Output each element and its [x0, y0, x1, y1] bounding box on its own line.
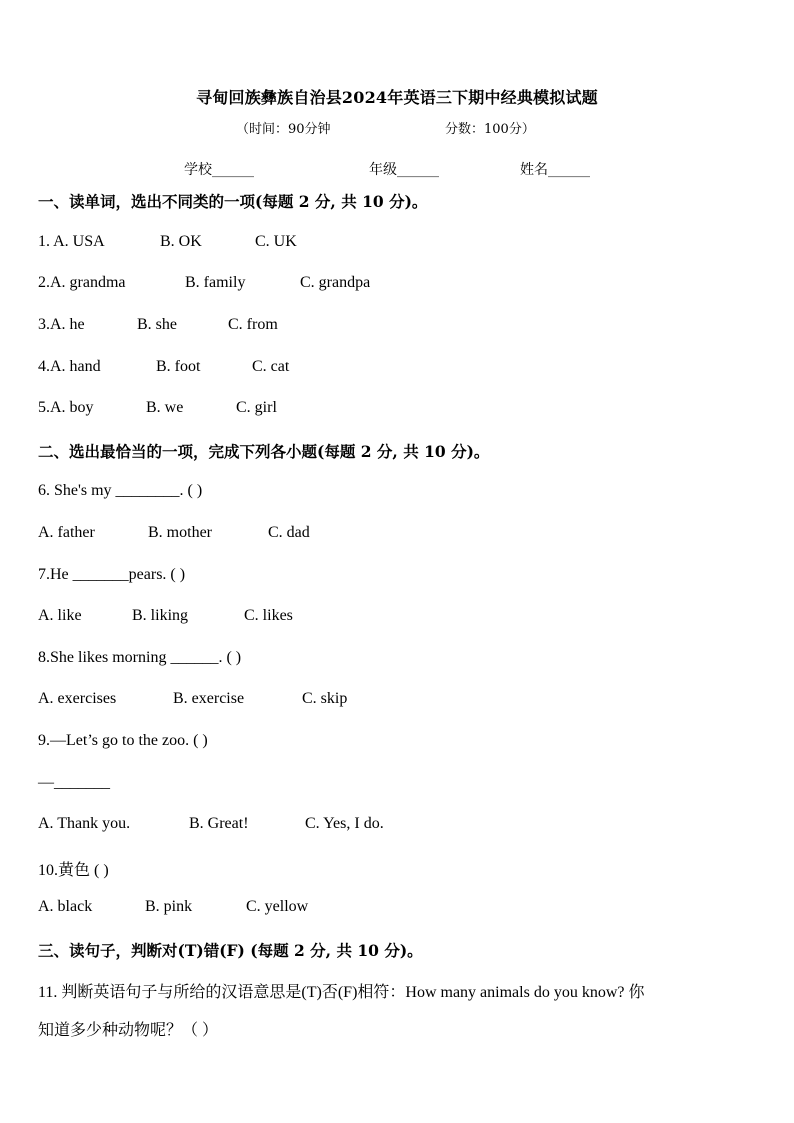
q10-option-c[interactable]: C. yellow	[246, 898, 309, 915]
q6-option-a[interactable]: A. father	[38, 524, 95, 541]
q4-option-c[interactable]: C. cat	[252, 358, 290, 375]
question-7-stem: 7.He _______pears. ( )	[38, 566, 186, 583]
q7-option-b[interactable]: B. liking	[132, 607, 189, 624]
question-9-stem: 9.—Let’s go to the zoo. ( )	[38, 732, 208, 749]
q1-option-c[interactable]: C. UK	[255, 233, 297, 250]
q3-option-c[interactable]: C. from	[228, 316, 278, 333]
page-title: 寻甸回族彝族自治县2024年英语三下期中经典模拟试题	[196, 88, 598, 107]
q6-option-c[interactable]: C. dad	[268, 524, 310, 541]
q5-option-c[interactable]: C. girl	[236, 399, 277, 416]
q9-option-a[interactable]: A. Thank you.	[38, 815, 131, 832]
question-10-options	[38, 898, 308, 916]
question-6-options	[38, 524, 310, 542]
q8-option-c[interactable]: C. skip	[302, 690, 348, 707]
question-11-line-2: 知道多少种动物呢？（ ）	[38, 1022, 219, 1039]
question-4	[38, 358, 289, 376]
q2-option-b[interactable]: B. family	[185, 274, 246, 291]
q6-option-b[interactable]: B. mother	[148, 524, 212, 541]
q2-option-a[interactable]: 2.A. grandma	[38, 274, 126, 291]
question-6-stem: 6. She's my ________. ( )	[38, 482, 203, 499]
q7-option-a[interactable]: A. like	[38, 607, 82, 624]
q2-option-c[interactable]: C. grandpa	[300, 274, 371, 291]
q8-option-b[interactable]: B. exercise	[173, 690, 245, 707]
q9-option-b[interactable]: B. Great!	[189, 815, 249, 832]
school-field[interactable]: 学校______	[184, 162, 254, 178]
q4-option-b[interactable]: B. foot	[156, 358, 201, 375]
question-8-options	[38, 690, 347, 708]
question-10-stem: 10.黄色 ( )	[38, 862, 109, 879]
q10-option-b[interactable]: B. pink	[145, 898, 193, 915]
q5-option-b[interactable]: B. we	[146, 399, 184, 416]
section-1-heading: 一、读单词，选出不同类的一项(每题 2 分, 共 10 分)。	[38, 192, 428, 211]
question-1	[38, 233, 297, 251]
question-7-options	[38, 607, 293, 625]
question-11-line-1: 11. 判断英语句子与所给的汉语意思是(T)否(F)相符：How many animals do you know? 你	[38, 984, 645, 1001]
q1-option-a[interactable]: 1. A. USA	[38, 233, 105, 250]
question-2	[38, 274, 370, 292]
q8-option-a[interactable]: A. exercises	[38, 690, 117, 707]
question-8-stem: 8.She likes morning ______. ( )	[38, 649, 242, 666]
q9-option-c[interactable]: C. Yes, I do.	[305, 815, 384, 832]
question-11	[38, 974, 758, 1050]
question-5	[38, 399, 277, 417]
grade-field[interactable]: 年级______	[369, 162, 439, 178]
q4-option-a[interactable]: 4.A. hand	[38, 358, 101, 375]
exam-score: 分数：100分）	[445, 122, 535, 137]
q7-option-c[interactable]: C. likes	[244, 607, 293, 624]
question-9-answer-line[interactable]: —_______	[38, 774, 110, 791]
name-field[interactable]: 姓名______	[520, 162, 590, 178]
section-3-heading: 三、读句子，判断对(T)错(F) (每题 2 分, 共 10 分)。	[38, 941, 423, 960]
q3-option-b[interactable]: B. she	[137, 316, 177, 333]
question-9-options	[38, 815, 384, 833]
exam-time: （时间：90分钟	[236, 122, 331, 137]
q1-option-b[interactable]: B. OK	[160, 233, 202, 250]
section-2-heading: 二、选出最恰当的一项，完成下列各小题(每题 2 分, 共 10 分)。	[38, 442, 490, 461]
q5-option-a[interactable]: 5.A. boy	[38, 399, 94, 416]
q10-option-a[interactable]: A. black	[38, 898, 93, 915]
q3-option-a[interactable]: 3.A. he	[38, 316, 85, 333]
question-3	[38, 316, 278, 334]
